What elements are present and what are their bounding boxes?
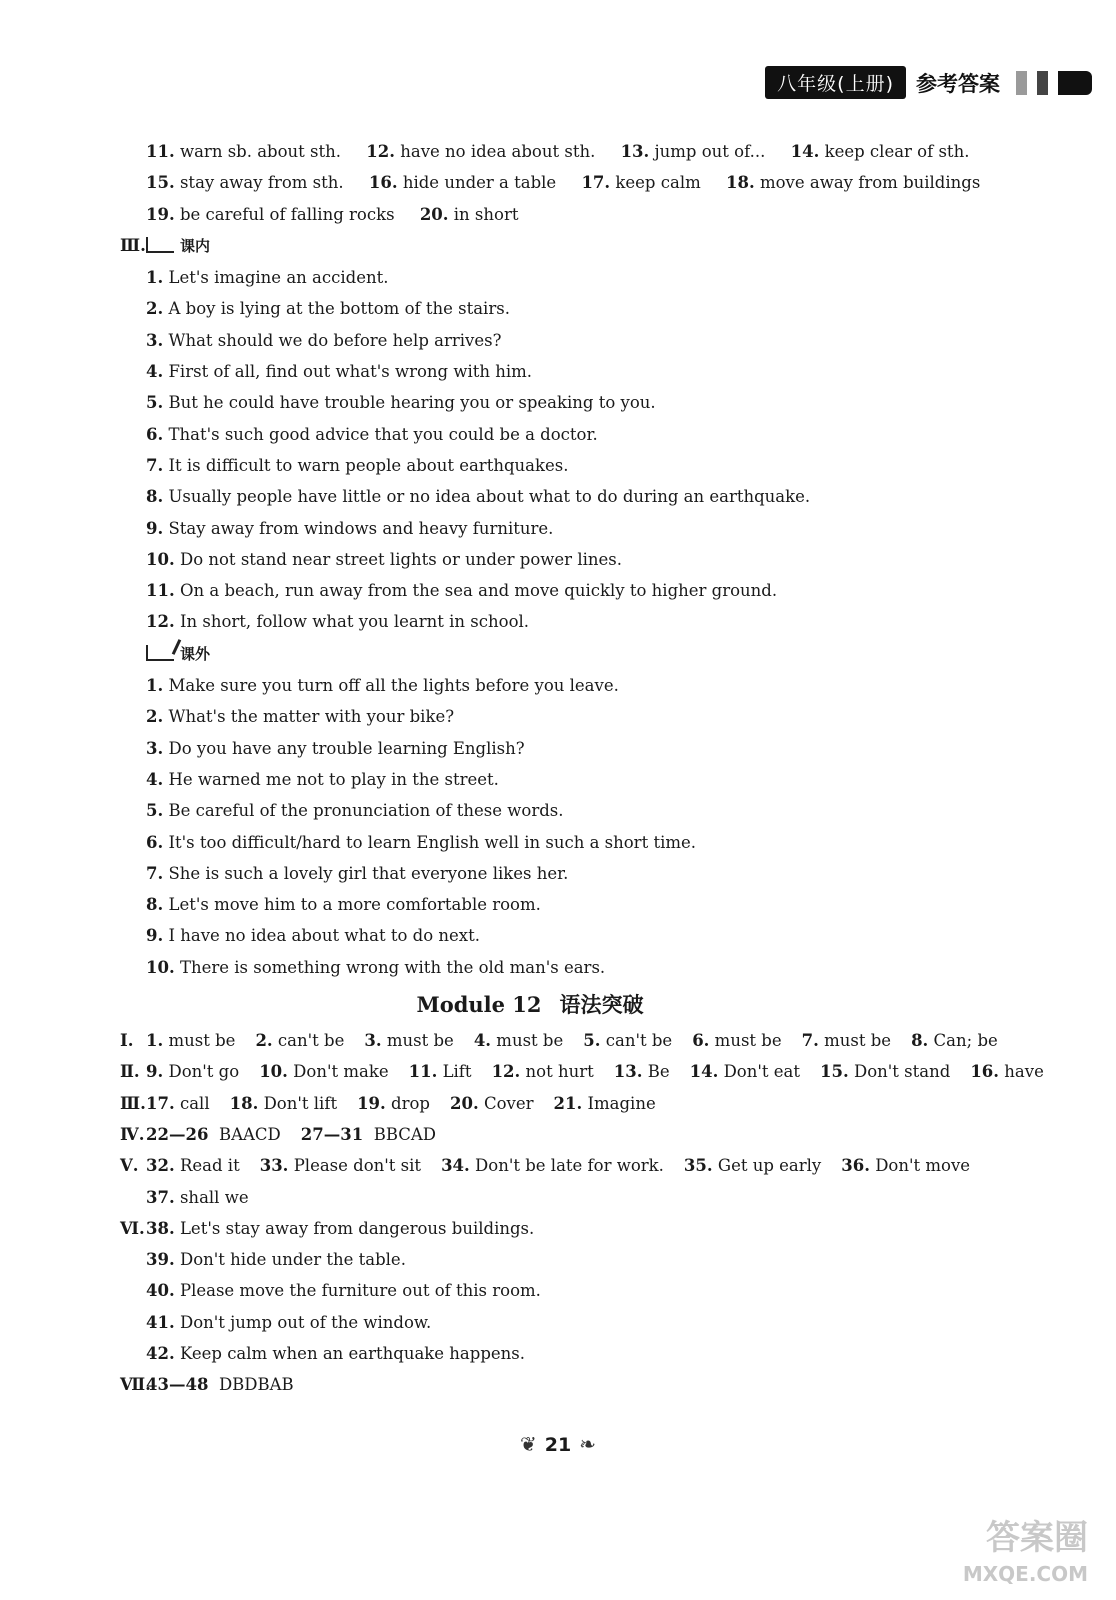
answer-row: 40. Please move the furniture out of this room. — [146, 1281, 541, 1301]
inclass-bracket-icon — [146, 237, 174, 253]
answer-content — [120, 136, 1044, 1401]
decor-bar-icon — [1037, 71, 1048, 95]
item-answer: be careful of falling rocks — [179, 204, 395, 224]
item-number: 13. — [620, 142, 650, 161]
item-number: 16. — [368, 173, 398, 193]
item-answer: move away from buildings — [759, 173, 981, 193]
item-number: 17. — [581, 173, 611, 193]
sentence-answer: 3. What should we do before help arrives? — [146, 330, 502, 350]
answer-row: 39. Don't hide under the table. — [146, 1250, 406, 1270]
item-number: 11. — [146, 142, 175, 161]
decor-block-icon — [1058, 71, 1092, 95]
item-answer: jump out of... — [654, 142, 766, 161]
sentence-answer: 4. First of all, find out what's wrong with him. — [146, 362, 533, 382]
sentence-answer: 3. Do you have any trouble learning English? — [146, 738, 525, 758]
item-number: 20. — [419, 204, 449, 224]
inclass-label: 课内 — [180, 236, 211, 255]
sentence-answer: 7. She is such a lovely girl that everyone likes her. — [146, 863, 569, 883]
sentence-answer: 9. I have no idea about what to do next. — [146, 926, 480, 946]
outclass-label: 课外 — [180, 644, 211, 663]
section-heading-outclass — [120, 638, 980, 670]
sentence-answer: 10. There is something wrong with the old man's ears. — [146, 957, 606, 977]
section-heading-inclass — [120, 230, 980, 262]
item-number: 14. — [790, 142, 820, 161]
answer-row: 42. Keep calm when an earthquake happens. — [146, 1343, 526, 1363]
answer-row: 37. shall we — [146, 1187, 249, 1207]
item-number: 19. — [146, 204, 175, 224]
page-header — [765, 66, 1092, 99]
sentence-answer: 1. Let's imagine an accident. — [146, 268, 389, 288]
item-number: 18. — [726, 173, 755, 193]
sentence-answer: 11. On a beach, run away from the sea and move quickly to higher ground. — [146, 581, 778, 601]
answer-row: Ⅴ. 32. Read it 33. Please don't sit 34. Don't be late for work. 35. Get up early 36. Don't move — [120, 1156, 971, 1176]
section-numeral: Ⅲ. — [120, 235, 146, 255]
item-answer: keep calm — [615, 173, 701, 193]
answer-row: Ⅶ.43—48 DBDBAB — [120, 1375, 294, 1395]
answer-row: 41. Don't jump out of the window. — [146, 1312, 432, 1332]
answer-key-label: 参考答案 — [916, 71, 1000, 96]
phrase-row — [120, 199, 980, 230]
module-subtitle: 语法突破 — [559, 993, 644, 1018]
sentence-answer: 6. That's such good advice that you could be a doctor. — [146, 424, 598, 444]
sentence-answer: 10. Do not stand near street lights or under power lines. — [146, 549, 622, 569]
sentence-answer: 5. But he could have trouble hearing you or speaking to you. — [146, 393, 656, 413]
module-title — [120, 987, 980, 1023]
phrase-row — [120, 167, 980, 198]
pen-bracket-icon — [146, 645, 174, 661]
decor-bar-icon — [1016, 71, 1027, 95]
sentence-answer: 1. Make sure you turn off all the lights before you leave. — [146, 676, 619, 696]
item-answer: stay away from sth. — [179, 173, 344, 193]
page-footer — [0, 1432, 1116, 1456]
item-number: 15. — [146, 173, 175, 193]
sentence-answer: 2. What's the matter with your bike? — [146, 707, 455, 727]
sentence-answer: 12. In short, follow what you learnt in school. — [146, 612, 530, 632]
answer-row: Ⅲ.17. call 18. Don't lift 19. drop 20. Cover 21. Imagine — [120, 1093, 656, 1113]
watermark-logo: 答案圈 — [986, 1518, 1088, 1558]
watermark-url: MXQE.COM — [962, 1562, 1088, 1586]
page-number: 21 — [544, 1434, 572, 1456]
answer-row: Ⅵ.38. Let's stay away from dangerous buildings. — [120, 1218, 535, 1238]
sentence-answer: 9. Stay away from windows and heavy furniture. — [146, 518, 554, 538]
sentence-answer: 8. Let's move him to a more comfortable room. — [146, 895, 541, 915]
item-answer: have no idea about sth. — [400, 142, 596, 161]
leaf-icon: ❧ — [579, 1432, 596, 1456]
item-answer: in short — [453, 204, 519, 224]
grade-badge: 八年级(上册) — [765, 66, 906, 99]
answer-row: Ⅱ. 9. Don't go 10. Don't make 11. Lift 12. not hurt 13. Be 14. Don't eat 15. Don't stand 16. have — [120, 1062, 1044, 1082]
item-number: 12. — [366, 142, 395, 161]
item-answer: hide under a table — [402, 173, 557, 193]
answer-row: Ⅳ.22—26 BAACD 27—31 BBCAD — [120, 1124, 437, 1144]
item-answer: keep clear of sth. — [824, 142, 970, 161]
sentence-answer: 7. It is difficult to warn people about earthquakes. — [146, 455, 569, 475]
sentence-answer: 2. A boy is lying at the bottom of the stairs. — [146, 299, 510, 319]
sentence-answer: 4. He warned me not to play in the street. — [146, 769, 499, 789]
phrase-row — [120, 136, 980, 167]
sentence-answer: 5. Be careful of the pronunciation of these words. — [146, 801, 564, 821]
sentence-answer: 6. It's too difficult/hard to learn English well in such a short time. — [146, 832, 697, 852]
answer-row: Ⅰ. 1. must be 2. can't be 3. must be 4. must be 5. can't be 6. must be 7. must be 8. Can; be — [120, 1031, 998, 1051]
watermark — [963, 1520, 1088, 1592]
leaf-icon: ❦ — [520, 1432, 537, 1456]
sentence-answer: 8. Usually people have little or no idea about what to do during an earthquake. — [146, 487, 811, 507]
item-answer: warn sb. about sth. — [179, 142, 342, 161]
module-name: Module 12 — [416, 992, 542, 1018]
